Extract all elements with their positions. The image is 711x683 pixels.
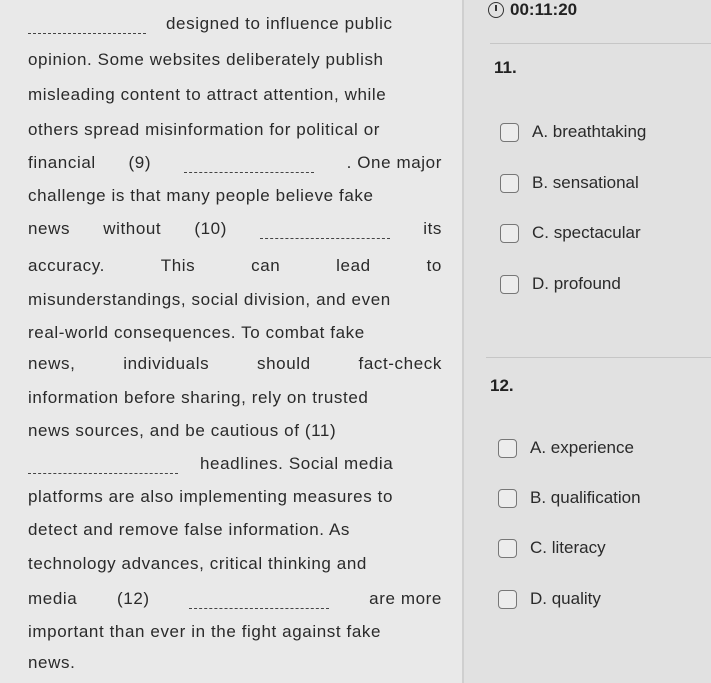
- passage-line-15: [28, 487, 442, 507]
- line-text: are more: [369, 589, 442, 608]
- line-text: opinion. Some websites deliberately publish: [28, 50, 384, 69]
- radio-icon[interactable]: [498, 439, 517, 458]
- questions-panel: [464, 0, 711, 683]
- passage-line-2: [28, 50, 442, 70]
- line-text: challenge is that many people believe fake: [28, 186, 374, 205]
- blank-8: [28, 21, 146, 34]
- passage-line-19: [28, 622, 442, 642]
- option-label: B. sensational: [532, 173, 639, 192]
- radio-icon[interactable]: [500, 224, 519, 243]
- option-label: C. literacy: [530, 538, 606, 557]
- line-word: accuracy.: [28, 256, 105, 275]
- option-11-a[interactable]: [500, 122, 646, 142]
- line-word: should: [257, 354, 311, 373]
- radio-icon[interactable]: [500, 174, 519, 193]
- passage-line-4: [28, 120, 442, 140]
- passage-line-9: [28, 290, 442, 310]
- option-12-d[interactable]: [498, 589, 601, 609]
- line-text: information before sharing, rely on trusted: [28, 388, 369, 407]
- radio-icon[interactable]: [498, 590, 517, 609]
- radio-icon[interactable]: [498, 539, 517, 558]
- line-text: news sources, and be cautious of (11): [28, 421, 337, 440]
- line-word: to: [426, 256, 442, 275]
- line-text: detect and remove false information. As: [28, 520, 351, 539]
- passage-line-13: [28, 421, 442, 441]
- question-number: 11.: [494, 58, 517, 77]
- radio-icon[interactable]: [500, 123, 519, 142]
- option-12-c[interactable]: [498, 538, 606, 558]
- line-text: platforms are also implementing measures to: [28, 487, 394, 506]
- passage-line-10: [28, 323, 442, 343]
- passage-line-1: [28, 14, 442, 34]
- passage-line-20: [28, 653, 442, 673]
- line-word: can: [251, 256, 281, 275]
- option-11-d[interactable]: [500, 274, 621, 294]
- option-label: D. profound: [532, 274, 621, 293]
- line-text: news: [28, 219, 71, 238]
- line-text: news.: [28, 653, 76, 672]
- line-text: misleading content to attract attention, while: [28, 85, 387, 104]
- option-11-b[interactable]: [500, 173, 639, 193]
- option-11-c[interactable]: [500, 223, 641, 243]
- option-label: D. quality: [530, 589, 601, 608]
- line-word: fact-check: [358, 354, 442, 373]
- passage-line-3: [28, 85, 442, 105]
- option-label: A. breathtaking: [532, 122, 647, 141]
- option-12-b[interactable]: [498, 488, 641, 508]
- radio-icon[interactable]: [500, 275, 519, 294]
- line-text: misunderstandings, social division, and even: [28, 290, 391, 309]
- line-text: designed to influence public: [166, 14, 393, 33]
- line-text: financial: [28, 153, 96, 172]
- line-text: important than ever in the fight against fake: [28, 622, 382, 641]
- option-label: B. qualification: [530, 488, 641, 507]
- line-text: headlines. Social media: [200, 454, 394, 473]
- passage-line-17: [28, 554, 442, 574]
- passage-line-16: [28, 520, 442, 540]
- passage-line-14: [28, 454, 442, 474]
- blank-9[interactable]: [184, 160, 314, 173]
- line-text: technology advances, critical thinking and: [28, 554, 367, 573]
- line-text: media: [28, 589, 78, 608]
- clock-icon: [488, 2, 504, 18]
- line-text: . One major: [346, 153, 442, 172]
- line-word: news,: [28, 354, 76, 373]
- line-text: real-world consequences. To combat fake: [28, 323, 365, 342]
- divider-line: [486, 357, 711, 358]
- passage-line-18: [28, 589, 442, 609]
- line-word: This: [160, 256, 196, 275]
- line-text: others spread misinformation for political or: [28, 120, 381, 139]
- blank-12[interactable]: [189, 596, 329, 609]
- question-ref: (12): [117, 589, 150, 608]
- radio-icon[interactable]: [498, 489, 517, 508]
- blank-11[interactable]: [28, 461, 178, 474]
- passage-line-11: [28, 354, 442, 374]
- timer: [488, 0, 577, 20]
- line-text: its: [423, 219, 442, 238]
- question-ref: (10): [194, 219, 227, 238]
- blank-10[interactable]: [260, 226, 390, 239]
- question-ref: (9): [128, 153, 152, 172]
- option-label: C. spectacular: [532, 223, 641, 242]
- passage-line-12: [28, 388, 442, 408]
- line-text: without: [103, 219, 162, 238]
- timer-value: 00:11:20: [510, 0, 578, 19]
- option-label: A. experience: [530, 438, 634, 457]
- passage-line-7: [28, 219, 442, 239]
- line-word: lead: [336, 256, 371, 275]
- passage-line-6: [28, 186, 442, 206]
- option-12-a[interactable]: [498, 438, 634, 458]
- divider-line: [490, 43, 711, 44]
- question-number: 12.: [490, 376, 514, 395]
- line-word: individuals: [123, 354, 210, 373]
- passage-line-5: [28, 153, 442, 173]
- passage-line-8: [28, 256, 442, 276]
